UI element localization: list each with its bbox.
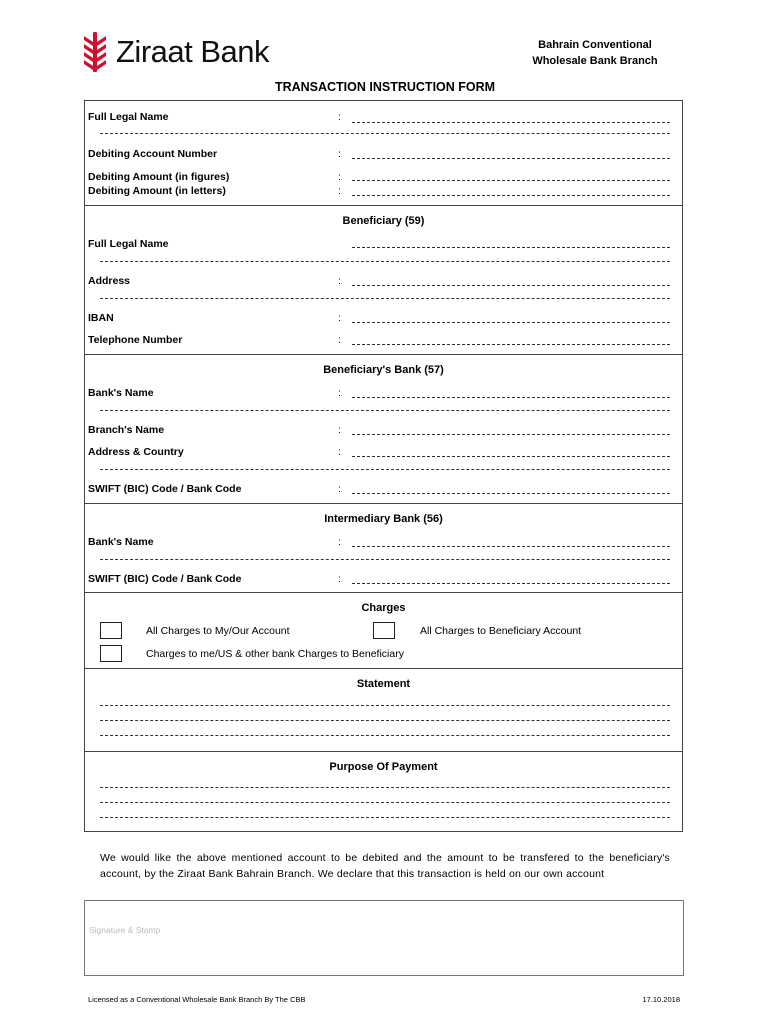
colon: : (338, 446, 341, 458)
debiting-account-number-field[interactable] (352, 158, 670, 159)
intermediary-bank-swift-label: SWIFT (BIC) Code / Bank Code (88, 573, 242, 585)
statement-line[interactable] (100, 720, 670, 721)
colon: : (338, 424, 341, 436)
beneficiary-bank-name-field-cont[interactable] (100, 410, 670, 411)
ziraat-emblem-icon (82, 30, 108, 74)
beneficiary-branch-name-field[interactable] (352, 434, 670, 435)
logo-wordmark: Ziraat Bank (116, 34, 270, 69)
colon: : (338, 312, 341, 324)
intermediary-bank-name-field-cont[interactable] (100, 559, 670, 560)
colon: : (338, 171, 341, 183)
purpose-section-title: Purpose Of Payment (329, 761, 438, 773)
beneficiary-telephone-field[interactable] (352, 344, 670, 345)
colon: : (338, 275, 341, 287)
beneficiary-bank-name-field[interactable] (352, 397, 670, 398)
statement-line[interactable] (100, 735, 670, 736)
section-divider (84, 354, 683, 355)
branch-name (500, 37, 690, 69)
beneficiary-telephone-label: Telephone Number (88, 334, 183, 346)
section-divider (84, 592, 683, 593)
signature-stamp-label: Signature & Stamp (89, 925, 161, 935)
colon: : (338, 573, 341, 585)
colon: : (338, 111, 341, 123)
beneficiary-full-legal-name-field[interactable] (352, 247, 670, 248)
beneficiary-full-legal-name-field-cont[interactable] (100, 261, 670, 262)
intermediary-bank-swift-field[interactable] (352, 583, 670, 584)
intermediary-bank-section-title: Intermediary Bank (56) (324, 513, 443, 525)
beneficiary-bank-swift-label: SWIFT (BIC) Code / Bank Code (88, 483, 242, 495)
full-legal-name-label: Full Legal Name (88, 111, 169, 123)
signature-stamp-box[interactable] (84, 900, 684, 976)
section-divider (84, 205, 683, 206)
charges-our-label: All Charges to My/Our Account (146, 625, 290, 637)
debiting-amount-figures-field[interactable] (352, 180, 670, 181)
colon: : (338, 148, 341, 160)
debiting-amount-figures-label: Debiting Amount (in figures) (88, 171, 230, 183)
beneficiary-section-title: Beneficiary (59) (342, 215, 425, 227)
purpose-line[interactable] (100, 787, 670, 788)
declaration-text: We would like the above mentioned account to be debited and the amount to be transfered to the beneficiary's account, by the Ziraat Bank Bahrain Branch. We declare that this transaction is held on our own account (100, 852, 670, 880)
branch-line-1: Bahrain Conventional (538, 39, 652, 51)
section-divider (84, 668, 683, 669)
beneficiary-address-field-cont[interactable] (100, 298, 670, 299)
full-legal-name-field[interactable] (352, 122, 670, 123)
footer-license: Licensed as a Conventional Wholesale Bank Branch By The CBB (88, 995, 306, 1004)
beneficiary-iban-field[interactable] (352, 322, 670, 323)
statement-line[interactable] (100, 705, 670, 706)
beneficiary-iban-label: IBAN (88, 312, 114, 324)
statement-section-title: Statement (356, 678, 411, 690)
section-divider (84, 751, 683, 752)
beneficiary-bank-address-field-cont[interactable] (100, 469, 670, 470)
branch-line-2: Wholesale Bank Branch (532, 55, 658, 67)
colon: : (338, 185, 341, 197)
beneficiary-full-legal-name-label: Full Legal Name (88, 238, 169, 250)
form-title: TRANSACTION INSTRUCTION FORM (274, 80, 496, 94)
charges-sha-checkbox[interactable] (100, 645, 122, 662)
ziraat-bank-logo (82, 30, 282, 74)
purpose-line[interactable] (100, 802, 670, 803)
beneficiary-bank-name-label: Bank's Name (88, 387, 154, 399)
colon: : (338, 483, 341, 495)
beneficiary-address-field[interactable] (352, 285, 670, 286)
intermediary-bank-name-label: Bank's Name (88, 536, 154, 548)
charges-sha-label: Charges to me/US & other bank Charges to Beneficiary (146, 648, 404, 660)
debiting-amount-letters-label: Debiting Amount (in letters) (88, 185, 226, 197)
beneficiary-bank-section-title: Beneficiary's Bank (57) (323, 364, 444, 376)
charges-our-checkbox[interactable] (100, 622, 122, 639)
charges-ben-label: All Charges to Beneficiary Account (420, 625, 582, 637)
debiting-account-number-label: Debiting Account Number (88, 148, 218, 160)
beneficiary-branch-name-label: Branch's Name (88, 424, 165, 436)
charges-ben-checkbox[interactable] (373, 622, 395, 639)
purpose-line[interactable] (100, 817, 670, 818)
intermediary-bank-name-field[interactable] (352, 546, 670, 547)
debiting-amount-letters-field[interactable] (352, 195, 670, 196)
beneficiary-bank-swift-field[interactable] (352, 493, 670, 494)
colon: : (338, 334, 341, 346)
full-legal-name-field-cont[interactable] (100, 133, 670, 134)
beneficiary-bank-address-field[interactable] (352, 456, 670, 457)
form-frame (84, 100, 683, 832)
section-divider (84, 503, 683, 504)
colon: : (338, 536, 341, 548)
footer-date: 17.10.2018 (642, 995, 680, 1004)
beneficiary-address-label: Address (88, 275, 131, 287)
colon: : (338, 387, 341, 399)
beneficiary-bank-address-label: Address & Country (88, 446, 184, 458)
charges-section-title: Charges (361, 602, 406, 614)
